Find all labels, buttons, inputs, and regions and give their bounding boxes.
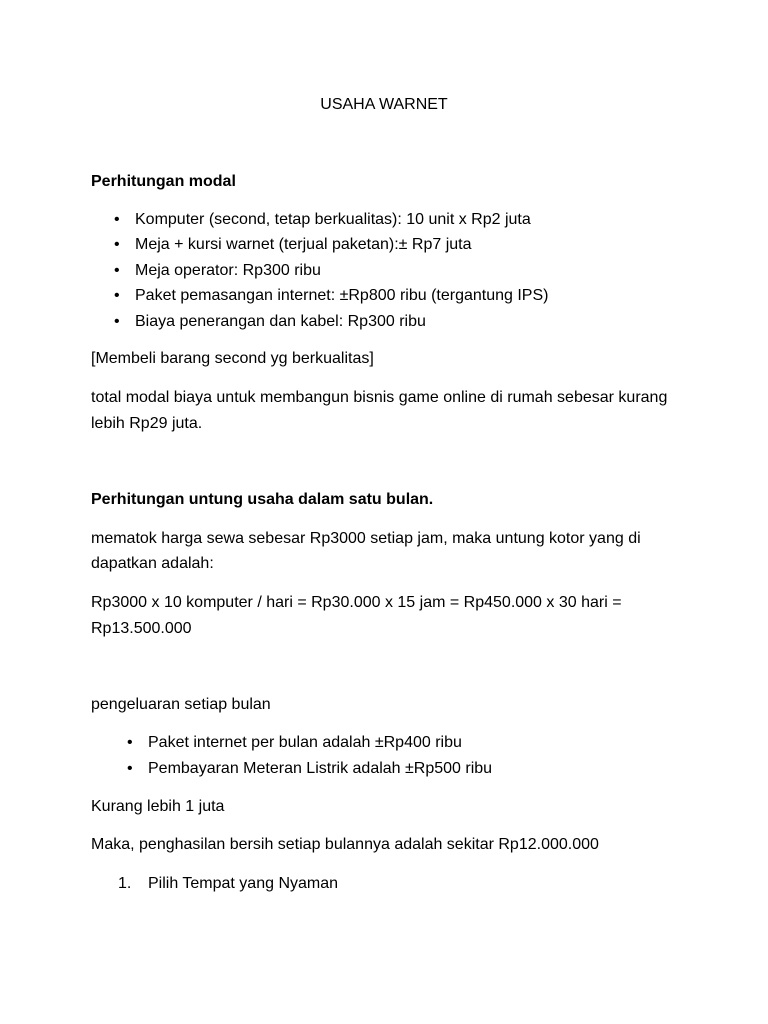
document-title: USAHA WARNET	[320, 96, 448, 113]
note-text: [Membeli barang second yg berkualitas]	[91, 350, 374, 367]
bullet-marker: •	[114, 287, 120, 304]
bullet-marker: •	[114, 313, 120, 330]
total-modal-line1: total modal biaya untuk membangun bisnis game online di rumah sebesar kurang	[91, 389, 668, 406]
calculation-line2: Rp13.500.000	[91, 620, 192, 637]
list-item: Paket internet per bulan adalah ±Rp400 ribu	[148, 734, 462, 751]
expenses-heading: pengeluaran setiap bulan	[91, 696, 271, 713]
list-item: Komputer (second, tetap berkualitas): 10 unit x Rp2 juta	[135, 211, 531, 228]
net-income-text: Maka, penghasilan bersih setiap bulannya adalah sekitar Rp12.000.000	[91, 836, 599, 853]
list-item: Meja operator: Rp300 ribu	[135, 262, 321, 279]
bullet-marker: •	[127, 760, 133, 777]
section-heading-untung: Perhitungan untung usaha dalam satu bulan.	[91, 491, 434, 508]
bullet-marker: •	[114, 211, 120, 228]
list-item: Biaya penerangan dan kabel: Rp300 ribu	[135, 313, 426, 330]
price-paragraph-line2: dapatkan adalah:	[91, 555, 214, 572]
numbered-list-marker: 1.	[118, 875, 132, 892]
total-modal-line2: lebih Rp29 juta.	[91, 415, 203, 432]
section-heading-modal: Perhitungan modal	[91, 173, 236, 190]
calculation-line1: Rp3000 x 10 komputer / hari = Rp30.000 x 15 jam = Rp450.000 x 30 hari =	[91, 594, 622, 611]
bullet-marker: •	[127, 734, 133, 751]
price-paragraph-line1: mematok harga sewa sebesar Rp3000 setiap jam, maka untung kotor yang di	[91, 530, 641, 547]
list-item: Paket pemasangan internet: ±Rp800 ribu (tergantung IPS)	[135, 287, 549, 304]
bullet-marker: •	[114, 236, 120, 253]
expenses-total: Kurang lebih 1 juta	[91, 798, 225, 815]
bullet-marker: •	[114, 262, 120, 279]
numbered-list-item: Pilih Tempat yang Nyaman	[148, 875, 339, 892]
list-item: Pembayaran Meteran Listrik adalah ±Rp500 ribu	[148, 760, 493, 777]
list-item: Meja + kursi warnet (terjual paketan):± Rp7 juta	[135, 236, 472, 253]
